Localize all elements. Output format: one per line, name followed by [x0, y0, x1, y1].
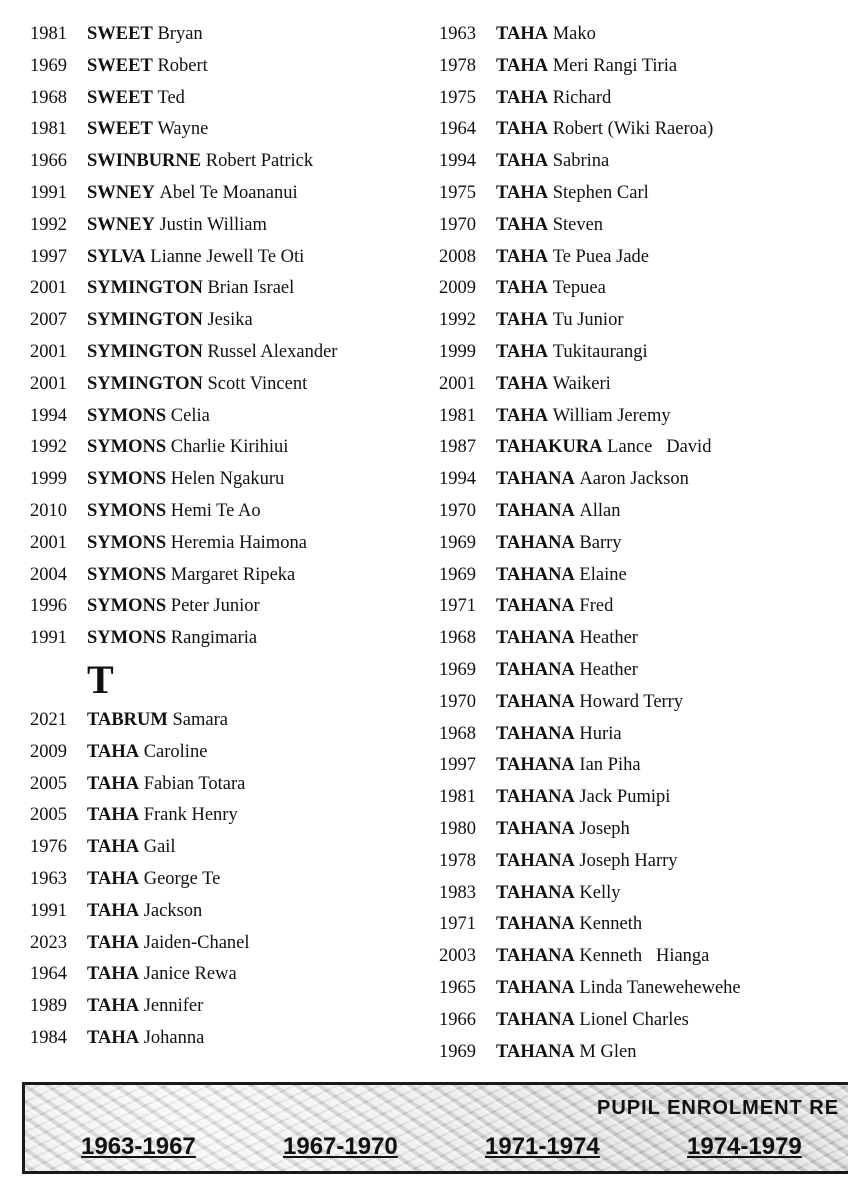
given-names: Jesika — [207, 310, 253, 331]
enrolment-year: 1969 — [439, 532, 476, 553]
surname: SWINBURNE — [87, 151, 202, 172]
enrolment-year: 2023 — [30, 932, 67, 953]
surname: TAHA — [87, 773, 140, 794]
given-names: Robert — [157, 55, 208, 76]
given-names: Jack Pumipi — [579, 787, 671, 808]
enrolment-year: 2007 — [30, 310, 67, 331]
surname: TAHA — [87, 900, 140, 921]
enrolment-year: 1968 — [439, 723, 476, 744]
register-link-1974-1979[interactable]: 1974-1979 — [687, 1133, 802, 1160]
given-names: Bryan — [157, 24, 203, 44]
enrolment-year: 1970 — [439, 500, 476, 521]
enrolment-year: 1976 — [30, 837, 67, 858]
section-letter-heading: T — [87, 656, 114, 702]
enrolment-year: 2008 — [439, 246, 476, 267]
enrolment-year: 2001 — [30, 278, 67, 299]
enrolment-year: 1983 — [439, 882, 476, 903]
given-names: Heremia Haimona — [170, 532, 307, 553]
enrolment-year: 1964 — [439, 119, 476, 140]
name-entry — [439, 369, 741, 401]
surname: TAHA — [496, 373, 549, 394]
name-entry — [30, 591, 337, 623]
given-names: Helen Ngakuru — [170, 469, 285, 490]
name-entry — [30, 464, 337, 496]
name-entry — [30, 896, 337, 928]
given-names: Brian Israel — [207, 278, 295, 299]
name-entry — [439, 496, 741, 528]
name-entry — [439, 878, 741, 910]
name-entry — [30, 51, 337, 83]
enrolment-year: 1971 — [439, 596, 476, 617]
name-entry — [439, 528, 741, 560]
enrolment-year: 1999 — [439, 341, 476, 362]
enrolment-year: 2009 — [30, 741, 67, 762]
surname: SYMONS — [87, 405, 167, 426]
enrolment-year: 2001 — [30, 373, 67, 394]
given-names: Tukitaurangi — [552, 341, 648, 362]
banner-title: PUPIL ENROLMENT RE — [597, 1097, 840, 1119]
name-entry — [30, 623, 337, 655]
name-entry — [30, 705, 337, 737]
enrolment-year: 1975 — [439, 87, 476, 108]
given-names: Peter Junior — [170, 596, 260, 617]
name-entry — [439, 146, 741, 178]
given-names: Lianne Jewell Te Oti — [150, 246, 305, 267]
register-link-1967-1970[interactable]: 1967-1970 — [283, 1133, 398, 1160]
given-names: Johanna — [143, 1027, 205, 1048]
name-entry — [30, 83, 337, 115]
name-entry — [30, 1023, 337, 1055]
surname: SYMONS — [87, 628, 167, 649]
name-entry — [439, 687, 741, 719]
name-entry — [30, 19, 337, 51]
surname: TAHA — [496, 278, 549, 299]
given-names: Charlie Kirihiui — [170, 437, 289, 458]
surname: TABRUM — [87, 709, 168, 730]
surname: TAHA — [496, 310, 549, 331]
given-names: Howard Terry — [579, 691, 684, 712]
enrolment-year: 1981 — [30, 24, 67, 44]
name-entry — [439, 337, 741, 369]
name-entry — [439, 401, 741, 433]
enrolment-year: 1997 — [30, 246, 67, 267]
enrolment-register-banner — [22, 1082, 848, 1174]
surname: TAHANA — [496, 755, 575, 776]
given-names: Justin William — [159, 214, 267, 235]
enrolment-year: 2004 — [30, 564, 67, 585]
given-names: Richard — [552, 87, 612, 108]
name-entry — [439, 750, 741, 782]
given-names: Barry — [579, 532, 622, 553]
enrolment-year: 1965 — [439, 977, 476, 998]
surname: SYMINGTON — [87, 341, 203, 362]
enrolment-year: 1968 — [439, 628, 476, 649]
surname: SWEET — [87, 119, 153, 140]
surname: TAHA — [87, 805, 140, 826]
surname: SYMINGTON — [87, 278, 203, 299]
given-names: Jaiden-Chanel — [143, 932, 250, 953]
name-entry — [439, 909, 741, 941]
surname: TAHANA — [496, 1041, 575, 1062]
name-entry — [439, 782, 741, 814]
name-entry — [30, 146, 337, 178]
surname: SWEET — [87, 55, 153, 76]
surname: TAHA — [496, 55, 549, 76]
surname: TAHANA — [496, 850, 575, 871]
given-names: Heather — [579, 628, 638, 649]
enrolment-year: 1969 — [30, 55, 67, 76]
name-entry — [30, 401, 337, 433]
enrolment-year: 1981 — [439, 787, 476, 808]
surname: TAHANA — [496, 659, 575, 680]
given-names: Lance David — [607, 437, 712, 458]
given-names: Samara — [172, 709, 228, 730]
surname: SWEET — [87, 87, 153, 108]
surname: TAHANA — [496, 564, 575, 585]
name-entry — [439, 19, 741, 51]
given-names: Te Puea Jade — [552, 246, 650, 267]
given-names: Hemi Te Ao — [170, 500, 261, 521]
given-names: Ian Piha — [579, 755, 641, 776]
register-link-1971-1974[interactable]: 1971-1974 — [485, 1133, 600, 1160]
given-names: Mako — [552, 24, 596, 44]
name-entry — [30, 242, 337, 274]
given-names: Allan — [579, 500, 621, 521]
enrolment-year: 1987 — [439, 437, 476, 458]
name-entry — [30, 560, 337, 592]
name-entry — [30, 432, 337, 464]
right-column — [439, 19, 741, 1068]
name-entry — [30, 114, 337, 146]
name-entry — [439, 242, 741, 274]
name-entry — [30, 737, 337, 769]
surname: SYLVA — [87, 246, 146, 267]
name-entry — [30, 210, 337, 242]
enrolment-year: 1991 — [30, 900, 67, 921]
enrolment-year: 1991 — [30, 628, 67, 649]
surname: SYMONS — [87, 437, 167, 458]
surname: TAHANA — [496, 914, 575, 935]
given-names: Kenneth Hianga — [579, 946, 710, 967]
name-entry — [30, 800, 337, 832]
given-names: Huria — [579, 723, 622, 744]
name-entry — [30, 337, 337, 369]
enrolment-year: 1994 — [439, 469, 476, 490]
surname: TAHA — [87, 1027, 140, 1048]
name-entry — [439, 1005, 741, 1037]
surname: SYMONS — [87, 596, 167, 617]
name-entry — [439, 51, 741, 83]
name-entry — [439, 560, 741, 592]
given-names: Steven — [552, 214, 604, 235]
left-column — [30, 19, 337, 1055]
given-names: Tu Junior — [552, 310, 624, 331]
given-names: Tepuea — [552, 278, 606, 299]
name-entry — [439, 432, 741, 464]
enrolment-year: 1989 — [30, 996, 67, 1017]
enrolment-year: 1997 — [439, 755, 476, 776]
given-names: Sabrina — [552, 151, 610, 172]
given-names: Robert (Wiki Raeroa) — [552, 119, 714, 140]
surname: TAHANA — [496, 628, 575, 649]
name-entry — [439, 305, 741, 337]
surname: TAHA — [496, 87, 549, 108]
s-entries — [30, 19, 337, 655]
enrolment-year: 1969 — [439, 659, 476, 680]
enrolment-year: 2005 — [30, 773, 67, 794]
surname: TAHA — [496, 119, 549, 140]
name-entry — [439, 846, 741, 878]
enrolment-year: 1963 — [439, 24, 476, 44]
surname: TAHANA — [496, 1009, 575, 1030]
enrolment-year: 2001 — [439, 373, 476, 394]
enrolment-year: 1992 — [439, 310, 476, 331]
enrolment-year: 1996 — [30, 596, 67, 617]
register-link-1963-1967[interactable]: 1963-1967 — [81, 1133, 196, 1160]
enrolment-year: 1992 — [30, 214, 67, 235]
name-entry — [30, 305, 337, 337]
given-names: Frank Henry — [143, 805, 238, 826]
given-names: Stephen Carl — [552, 182, 649, 203]
surname: TAHANA — [496, 818, 575, 839]
surname: SYMINGTON — [87, 373, 203, 394]
given-names: Fabian Totara — [143, 773, 246, 794]
surname: TAHA — [496, 24, 549, 44]
surname: TAHA — [87, 837, 140, 858]
surname: SWNEY — [87, 214, 155, 235]
name-entry — [439, 655, 741, 687]
given-names: Rangimaria — [170, 628, 258, 649]
enrolment-year: 1966 — [439, 1009, 476, 1030]
given-names: Wayne — [157, 119, 209, 140]
enrolment-year: 1969 — [439, 1041, 476, 1062]
enrolment-year: 1978 — [439, 850, 476, 871]
surname: TAHAKURA — [496, 437, 603, 458]
surname: TAHA — [87, 964, 140, 985]
name-entry — [439, 591, 741, 623]
surname: TAHA — [87, 996, 140, 1017]
surname: TAHA — [87, 741, 140, 762]
enrolment-year: 1964 — [30, 964, 67, 985]
enrolment-year: 2009 — [439, 278, 476, 299]
name-entry — [439, 941, 741, 973]
enrolment-year: 1980 — [439, 818, 476, 839]
enrolment-year: 1981 — [30, 119, 67, 140]
surname: TAHA — [496, 405, 549, 426]
given-names: Jackson — [143, 900, 203, 921]
given-names: Linda Tanewehewehe — [579, 977, 741, 998]
enrolment-year: 1994 — [30, 405, 67, 426]
surname: SYMONS — [87, 500, 167, 521]
surname: TAHANA — [496, 977, 575, 998]
enrolment-year: 1966 — [30, 151, 67, 172]
given-names: Waikeri — [552, 373, 611, 394]
surname: TAHANA — [496, 500, 575, 521]
enrolment-year: 1992 — [30, 437, 67, 458]
enrolment-year: 2001 — [30, 532, 67, 553]
surname: TAHANA — [496, 469, 575, 490]
surname: TAHANA — [496, 787, 575, 808]
enrolment-year: 1975 — [439, 182, 476, 203]
enrolment-year: 1991 — [30, 182, 67, 203]
enrolment-year: 2001 — [30, 341, 67, 362]
surname: TAHANA — [496, 882, 575, 903]
given-names: Aaron Jackson — [579, 469, 689, 490]
enrolment-year: 1970 — [439, 691, 476, 712]
surname: SYMONS — [87, 564, 167, 585]
name-entry — [439, 1037, 741, 1069]
given-names: Janice Rewa — [143, 964, 237, 985]
surname: TAHA — [496, 151, 549, 172]
given-names: Margaret Ripeka — [170, 564, 296, 585]
name-entry — [439, 83, 741, 115]
name-entry — [439, 464, 741, 496]
name-entry — [439, 973, 741, 1005]
surname: SYMINGTON — [87, 310, 203, 331]
given-names: Abel Te Moananui — [159, 182, 298, 203]
given-names: Elaine — [579, 564, 627, 585]
enrolment-year: 1969 — [439, 564, 476, 585]
enrolment-year: 1963 — [30, 868, 67, 889]
name-entry — [30, 769, 337, 801]
given-names: Kenneth — [579, 914, 643, 935]
enrolment-year: 1994 — [439, 151, 476, 172]
surname: SYMONS — [87, 469, 167, 490]
surname: TAHA — [496, 341, 549, 362]
enrolment-year: 1971 — [439, 914, 476, 935]
surname: TAHANA — [496, 532, 575, 553]
given-names: Jennifer — [143, 996, 204, 1017]
enrolment-year: 2005 — [30, 805, 67, 826]
name-entry — [30, 273, 337, 305]
name-entry — [439, 814, 741, 846]
name-entry — [30, 178, 337, 210]
given-names: Fred — [579, 596, 614, 617]
surname: TAHA — [496, 182, 549, 203]
given-names: Heather — [579, 659, 638, 680]
surname: TAHA — [496, 246, 549, 267]
name-entry — [30, 959, 337, 991]
given-names: Lionel Charles — [579, 1009, 689, 1030]
given-names: M Glen — [579, 1041, 637, 1062]
given-names: Caroline — [143, 741, 208, 762]
enrolment-year: 1978 — [439, 55, 476, 76]
surname: TAHANA — [496, 691, 575, 712]
enrolment-year: 2003 — [439, 946, 476, 967]
enrolment-year: 1970 — [439, 214, 476, 235]
name-entry — [30, 864, 337, 896]
given-names: William Jeremy — [552, 405, 671, 426]
given-names: Kelly — [579, 882, 621, 903]
given-names: Meri Rangi Tiria — [552, 55, 678, 76]
name-entry — [439, 114, 741, 146]
name-entry — [30, 928, 337, 960]
enrolment-year: 1981 — [439, 405, 476, 426]
surname: SWNEY — [87, 182, 155, 203]
name-entry — [439, 273, 741, 305]
surname: TAHANA — [496, 596, 575, 617]
t-entries — [30, 705, 337, 1055]
enrolment-year: 2010 — [30, 500, 67, 521]
surname: TAHA — [87, 868, 140, 889]
name-entry — [30, 369, 337, 401]
name-entry — [30, 991, 337, 1023]
name-entry — [439, 178, 741, 210]
name-entry — [30, 528, 337, 560]
given-names: George Te — [143, 868, 221, 889]
name-entry — [439, 623, 741, 655]
given-names: Joseph Harry — [579, 850, 678, 871]
given-names: Robert Patrick — [205, 151, 314, 172]
enrolment-year: 1984 — [30, 1027, 67, 1048]
enrolment-year: 1999 — [30, 469, 67, 490]
given-names: Scott Vincent — [207, 373, 308, 394]
enrolment-year: 1968 — [30, 87, 67, 108]
name-entry — [30, 496, 337, 528]
name-entry — [439, 719, 741, 751]
given-names: Gail — [143, 837, 176, 858]
t-entries-continued — [439, 19, 741, 1068]
name-entry — [439, 210, 741, 242]
surname: SYMONS — [87, 532, 167, 553]
surname: TAHANA — [496, 946, 575, 967]
enrolment-year: 2021 — [30, 709, 67, 730]
given-names: Russel Alexander — [207, 341, 338, 362]
given-names: Ted — [157, 87, 185, 108]
surname: TAHA — [496, 214, 549, 235]
given-names: Joseph — [579, 818, 630, 839]
surname: TAHANA — [496, 723, 575, 744]
surname: TAHA — [87, 932, 140, 953]
given-names: Celia — [170, 405, 210, 426]
surname: SWEET — [87, 24, 153, 44]
name-entry — [30, 832, 337, 864]
